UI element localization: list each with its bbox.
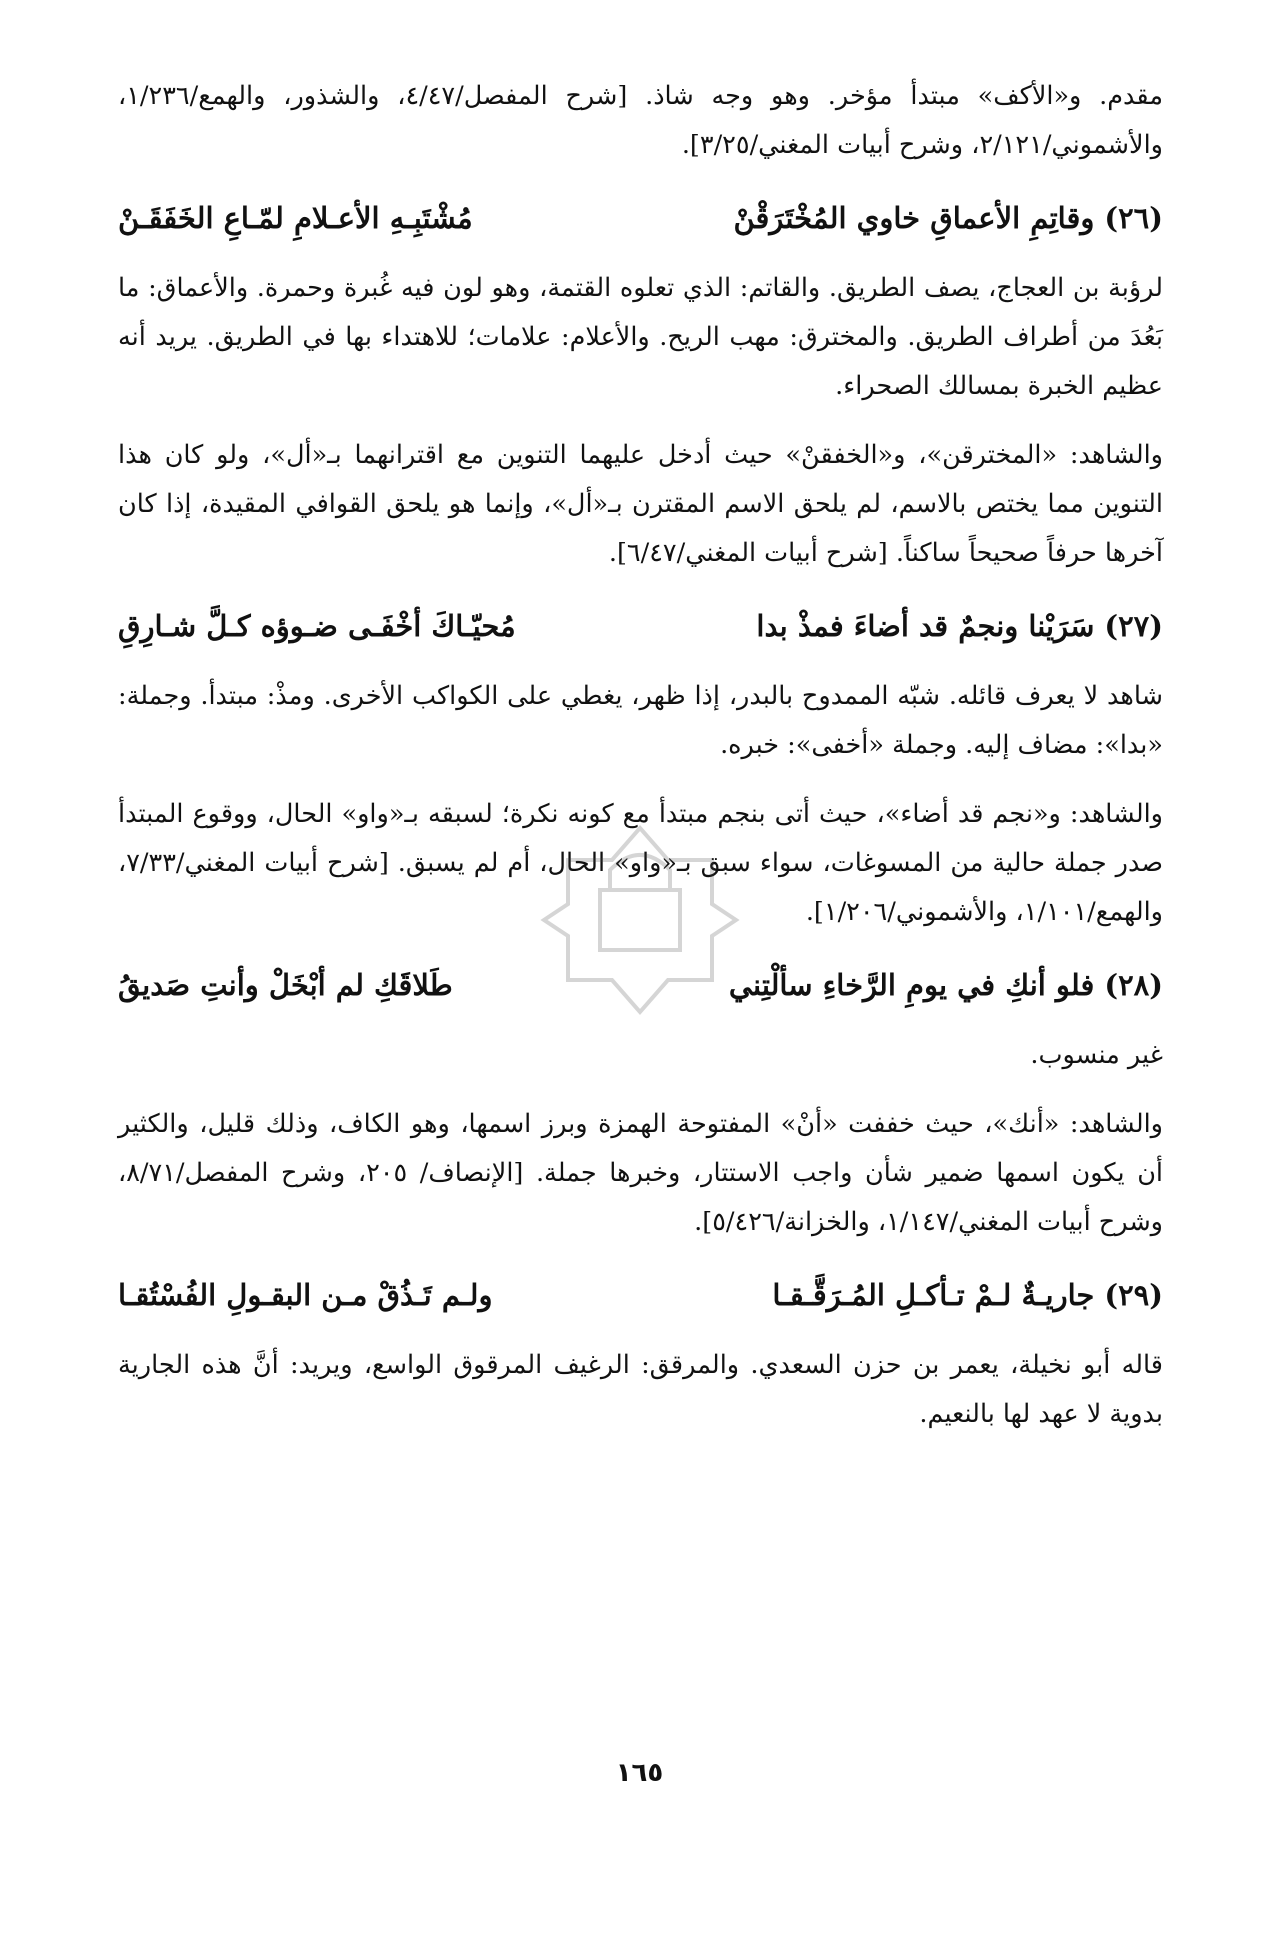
verse-26 <box>118 190 1163 246</box>
paragraph: غير منسوب. <box>1030 1040 1163 1070</box>
paragraph: والشاهد: «المخترقن»، و«الخفقنْ» حيث أدخل عليهما التنوين مع اقترانهما بـ«أل»، ولو كان هذا التنوين مما يختص بالاسم، لم يلحق الاسم المقترن بـ«أل»، وإنما هو يلحق القوافي المقيدة، إذا كان آخرها حرفاً صحيحاً ساكناً. [شرح أبيات المغني/٦/٤٧]. <box>118 440 1163 568</box>
verse-first-hemistich: (٢٩)جاريـةٌ لـمْ تـأكـلِ المُـرَقَّـقـا <box>772 1278 1163 1312</box>
verse-number: (٢٦) <box>1104 201 1163 235</box>
verse-number: (٢٩) <box>1104 1278 1163 1312</box>
paragraph: والشاهد: «أنك»، حيث خففت «أنْ» المفتوحة الهمزة وبرز اسمها، وهو الكاف، وذلك قليل، والكثير أن يكون اسمها ضمير شأن واجب الاستتار، وخبرها جملة. [الإنصاف/ ٢٠٥، وشرح المفصل/٨/٧١، وشرح أبيات المغني/١/١٤٧، والخزانة/٥/٤٢٦]. <box>118 1109 1164 1237</box>
paragraph: شاهد لا يعرف قائله. شبّه الممدوح بالبدر، إذا ظهر، يغطي على الكواكب الأخرى. ومذْ: مبتدأ. وجملة: «بدا»: مضاف إليه. وجملة «أخفى»: خبره. <box>118 681 1163 760</box>
verse-29 <box>118 1267 1163 1323</box>
verse-number: (٢٨) <box>1104 968 1163 1002</box>
verse-second-hemistich: طَلاقَكِ لم أبْخَلْ وأنتِ صَديقُ <box>118 968 453 1002</box>
paragraph: مقدم. و«الأكف» مبتدأ مؤخر. وهو وجه شاذ. [شرح المفصل/٤/٤٧، والشذور، والهمع/١/٢٣٦، والأشموني/٢/١٢١، وشرح أبيات المغني/٣/٢٥]. <box>118 81 1163 160</box>
verse-27 <box>118 598 1163 654</box>
verse-second-hemistich: ولـم تَـذُقْ مـن البقـولِ الفُسْتُقـا <box>118 1278 493 1312</box>
page-body <box>118 72 1163 1459</box>
verse-first-hemistich: (٢٦)وقاتِمِ الأعماقِ خاوي المُخْتَرَقْنْ <box>733 201 1163 235</box>
verse-second-hemistich: مُشْتَبِـهِ الأعـلامِ لمّـاعِ الخَفَقَـنْ <box>118 201 473 235</box>
verse-first-hemistich: (٢٨)فلو أنكِ في يومِ الرَّخاءِ سألْتِني <box>728 968 1163 1002</box>
paragraph: لرؤبة بن العجاج، يصف الطريق. والقاتم: الذي تعلوه القتمة، وهو لون فيه غُبرة وحمرة. والأعماق: ما بَعُدَ من أطراف الطريق. والمخترق: مهب الريح. والأعلام: علامات؛ للاهتداء بها في الطريق. يريد أنه عظيم الخبرة بمسالك الصحراء. <box>118 273 1163 401</box>
paragraph: والشاهد: و«نجم قد أضاء»، حيث أتى بنجم مبتدأ مع كونه نكرة؛ لسبقه بـ«واو» الحال، ووقوع المبتدأ صدر جملة حالية من المسوغات، سواء سبق بـ«واو» الحال، أم لم يسبق. [شرح أبيات المغني/٧/٣٣، والهمع/١/١٠١، والأشموني/١/٢٠٦]. <box>118 799 1163 927</box>
verse-28 <box>118 957 1163 1013</box>
page-number: ١٦٥ <box>615 1758 664 1788</box>
paragraph: قاله أبو نخيلة، يعمر بن حزن السعدي. والمرقق: الرغيف المرقوق الواسع، ويريد: أنَّ هذه الجارية بدوية لا عهد لها بالنعيم. <box>118 1350 1163 1429</box>
verse-second-hemistich: مُحيّـاكَ أخْفَـى ضـوؤه كـلَّ شـارِقِ <box>118 609 516 643</box>
verse-number: (٢٧) <box>1104 609 1163 643</box>
verse-first-hemistich: (٢٧)سَرَيْنا ونجمٌ قد أضاءَ فمذْ بدا <box>756 609 1163 643</box>
